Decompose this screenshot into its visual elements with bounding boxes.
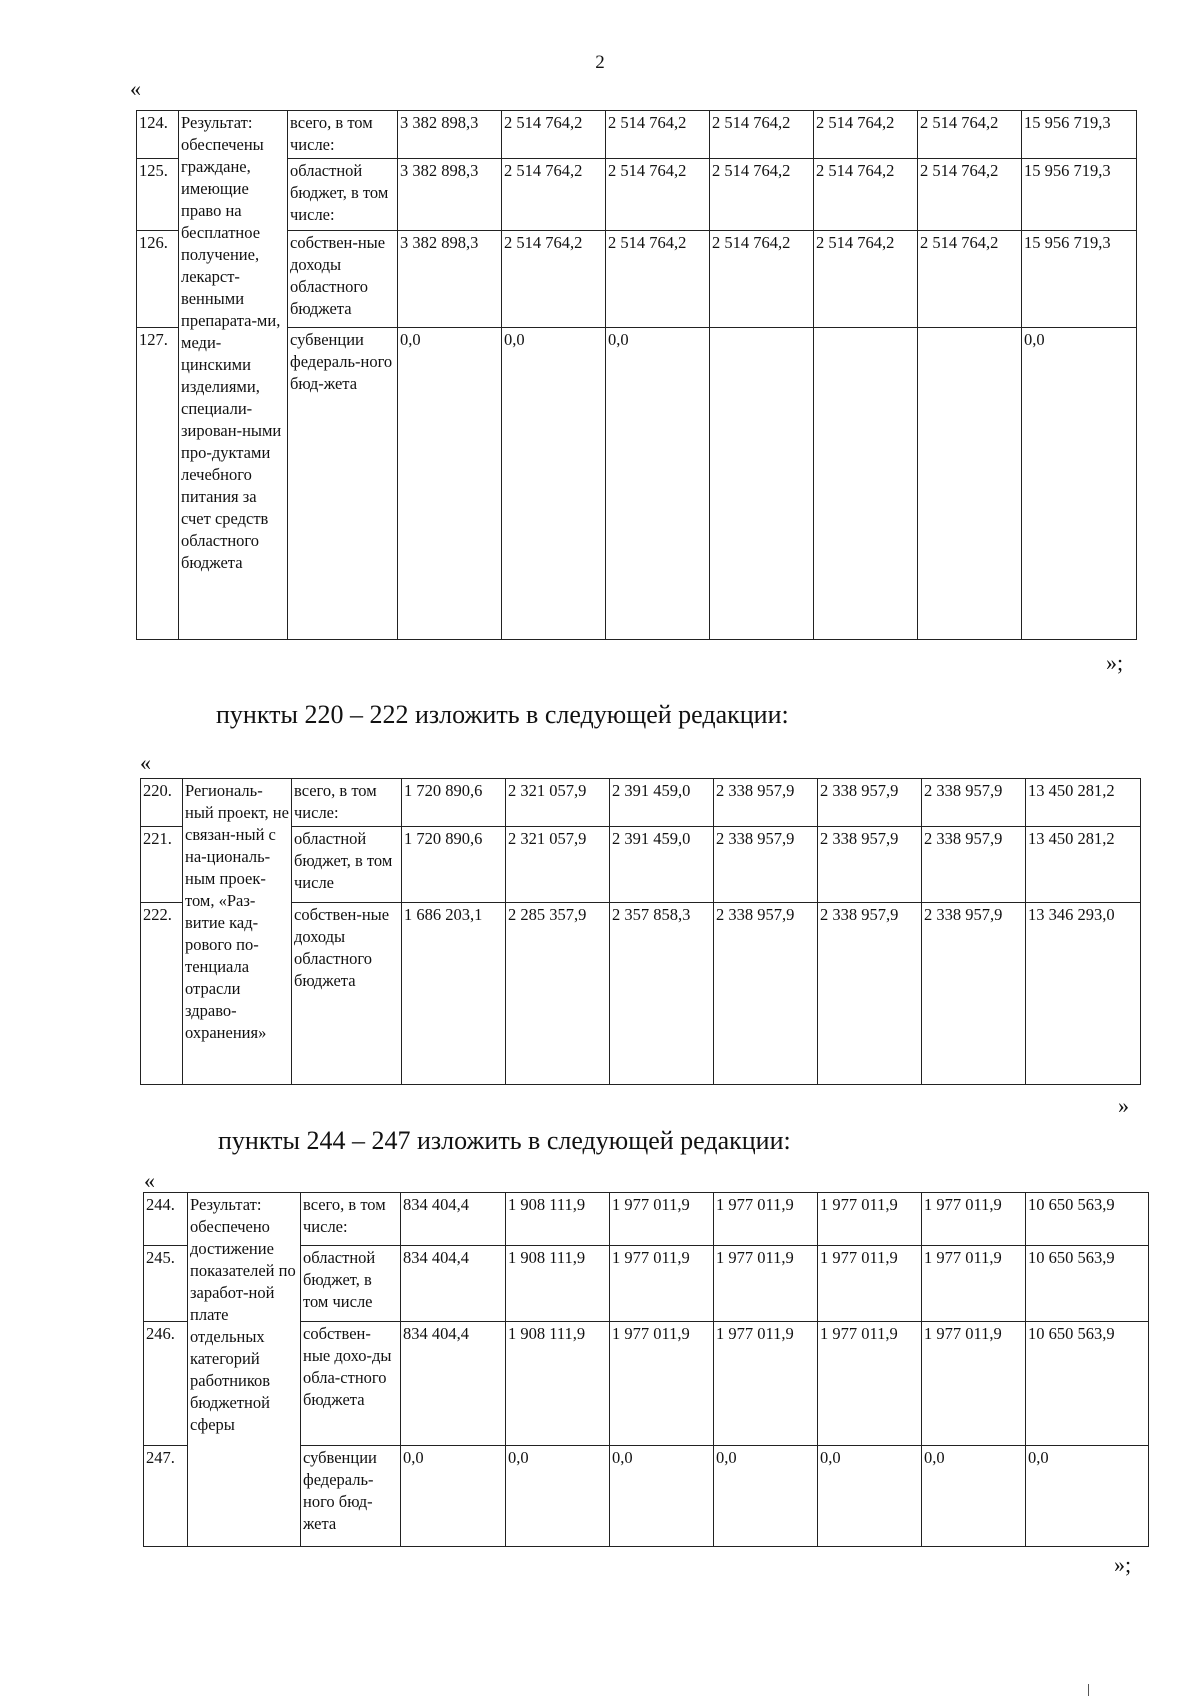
value-cell: 2 514 764,2 (502, 159, 606, 231)
value-cell: 2 391 459,0 (610, 827, 714, 903)
value-cell: 834 404,4 (401, 1193, 506, 1246)
value-cell: 1 977 011,9 (714, 1246, 818, 1322)
section-heading-244-247: пункты 244 – 247 изложить в следующей редакции: (218, 1126, 791, 1155)
value-cell: 0,0 (606, 328, 710, 640)
row-number: 245. (144, 1246, 188, 1322)
row-category: собствен-ные дохо-ды обла-стного бюджета (301, 1322, 401, 1446)
value-cell: 2 514 764,2 (710, 111, 814, 159)
value-cell: 0,0 (502, 328, 606, 640)
value-cell: 1 977 011,9 (610, 1193, 714, 1246)
value-cell: 2 338 957,9 (714, 779, 818, 827)
value-cell (814, 328, 918, 640)
open-quote-1: « (130, 76, 141, 101)
value-cell: 1 977 011,9 (610, 1246, 714, 1322)
total-cell: 0,0 (1022, 328, 1137, 640)
value-cell: 1 908 111,9 (506, 1322, 610, 1446)
value-cell: 0,0 (714, 1446, 818, 1547)
value-cell: 2 514 764,2 (814, 159, 918, 231)
section-heading-220-222: пункты 220 – 222 изложить в следующей редакции: (216, 700, 789, 729)
total-cell: 0,0 (1026, 1446, 1149, 1547)
row-category: собствен-ные доходы областного бюджета (292, 903, 402, 1085)
value-cell: 1 908 111,9 (506, 1246, 610, 1322)
value-cell: 1 977 011,9 (610, 1322, 714, 1446)
value-cell: 2 514 764,2 (814, 111, 918, 159)
page-number: 2 (595, 52, 605, 73)
row-category: всего, в том числе: (301, 1193, 401, 1246)
value-cell: 2 338 957,9 (714, 903, 818, 1085)
value-cell: 2 514 764,2 (814, 231, 918, 328)
value-cell: 2 514 764,2 (918, 111, 1022, 159)
open-quote-2: « (140, 750, 151, 775)
row-category: субвенции федераль-ного бюд-жета (301, 1446, 401, 1547)
row-number: 221. (141, 827, 183, 903)
row-category: субвенции федераль-ного бюд-жета (288, 328, 398, 640)
total-cell: 15 956 719,3 (1022, 111, 1137, 159)
value-cell: 1 720 890,6 (402, 827, 506, 903)
row-number: 246. (144, 1322, 188, 1446)
table-row (137, 111, 1137, 159)
total-cell: 13 450 281,2 (1026, 779, 1141, 827)
value-cell: 2 514 764,2 (606, 159, 710, 231)
value-cell: 2 338 957,9 (922, 779, 1026, 827)
value-cell: 2 321 057,9 (506, 779, 610, 827)
value-cell: 2 357 858,3 (610, 903, 714, 1085)
value-cell: 834 404,4 (401, 1246, 506, 1322)
row-description: Результат: обеспечены граждане, имеющие право на бесплатное получение, лекарст-венными препарата-ми, меди-цинскими изделиями, специали-зирован-ными про-дуктами лечебного питания за счет средств областного бюджета (179, 111, 288, 640)
value-cell: 2 338 957,9 (818, 903, 922, 1085)
value-cell: 2 514 764,2 (606, 111, 710, 159)
value-cell: 2 514 764,2 (710, 159, 814, 231)
value-cell: 3 382 898,3 (398, 231, 502, 328)
table-items-244-247 (143, 1192, 1149, 1547)
value-cell: 0,0 (922, 1446, 1026, 1547)
value-cell: 2 514 764,2 (502, 111, 606, 159)
row-number: 220. (141, 779, 183, 827)
total-cell: 13 346 293,0 (1026, 903, 1141, 1085)
row-number: 244. (144, 1193, 188, 1246)
close-quote-2: » (1118, 1093, 1129, 1118)
row-number: 126. (137, 231, 179, 328)
value-cell: 2 338 957,9 (922, 903, 1026, 1085)
row-category: областной бюджет, в том числе: (288, 159, 398, 231)
value-cell (918, 328, 1022, 640)
table-row (141, 779, 1141, 827)
table-items-124-127 (136, 110, 1137, 640)
value-cell: 2 338 957,9 (922, 827, 1026, 903)
value-cell: 1 977 011,9 (922, 1322, 1026, 1446)
row-category: областной бюджет, в том числе (292, 827, 402, 903)
total-cell: 15 956 719,3 (1022, 231, 1137, 328)
value-cell: 2 514 764,2 (606, 231, 710, 328)
row-category: собствен-ные доходы областного бюджета (288, 231, 398, 328)
value-cell: 3 382 898,3 (398, 111, 502, 159)
value-cell: 1 977 011,9 (818, 1322, 922, 1446)
value-cell (710, 328, 814, 640)
row-number: 222. (141, 903, 183, 1085)
value-cell: 2 321 057,9 (506, 827, 610, 903)
value-cell: 1 977 011,9 (714, 1193, 818, 1246)
total-cell: 15 956 719,3 (1022, 159, 1137, 231)
value-cell: 1 977 011,9 (922, 1193, 1026, 1246)
close-quote-3: »; (1114, 1552, 1132, 1577)
value-cell: 1 720 890,6 (402, 779, 506, 827)
value-cell: 2 514 764,2 (918, 231, 1022, 328)
value-cell: 2 514 764,2 (710, 231, 814, 328)
value-cell: 2 391 459,0 (610, 779, 714, 827)
value-cell: 834 404,4 (401, 1322, 506, 1446)
close-quote-1: »; (1106, 650, 1124, 675)
row-number: 127. (137, 328, 179, 640)
value-cell: 2 285 357,9 (506, 903, 610, 1085)
value-cell: 2 338 957,9 (714, 827, 818, 903)
value-cell: 1 686 203,1 (402, 903, 506, 1085)
row-number: 124. (137, 111, 179, 159)
value-cell: 1 977 011,9 (714, 1322, 818, 1446)
value-cell: 1 977 011,9 (818, 1246, 922, 1322)
total-cell: 13 450 281,2 (1026, 827, 1141, 903)
row-description: Результат: обеспечено достижение показателей по заработ-ной плате отдельных категорий работников бюджетной сферы (188, 1193, 301, 1547)
value-cell: 0,0 (398, 328, 502, 640)
value-cell: 2 338 957,9 (818, 827, 922, 903)
value-cell: 1 977 011,9 (922, 1246, 1026, 1322)
total-cell: 10 650 563,9 (1026, 1246, 1149, 1322)
value-cell: 1 908 111,9 (506, 1193, 610, 1246)
value-cell: 0,0 (818, 1446, 922, 1547)
value-cell: 1 977 011,9 (818, 1193, 922, 1246)
value-cell: 3 382 898,3 (398, 159, 502, 231)
row-description: Региональ-ный проект, не связан-ный с на-циональ-ным проек-том, «Раз-витие кад-рового по-тенциала отрасли здраво-охранения» (183, 779, 292, 1085)
value-cell: 0,0 (401, 1446, 506, 1547)
value-cell: 0,0 (610, 1446, 714, 1547)
value-cell: 0,0 (506, 1446, 610, 1547)
row-category: всего, в том числе: (292, 779, 402, 827)
open-quote-3: « (144, 1168, 155, 1193)
total-cell: 10 650 563,9 (1026, 1322, 1149, 1446)
value-cell: 2 514 764,2 (502, 231, 606, 328)
row-number: 125. (137, 159, 179, 231)
row-number: 247. (144, 1446, 188, 1547)
value-cell: 2 514 764,2 (918, 159, 1022, 231)
row-category: областной бюджет, в том числе (301, 1246, 401, 1322)
table-items-220-222 (140, 778, 1141, 1085)
row-category: всего, в том числе: (288, 111, 398, 159)
scan-mark (1088, 1684, 1089, 1696)
total-cell: 10 650 563,9 (1026, 1193, 1149, 1246)
table-row (144, 1193, 1149, 1246)
value-cell: 2 338 957,9 (818, 779, 922, 827)
